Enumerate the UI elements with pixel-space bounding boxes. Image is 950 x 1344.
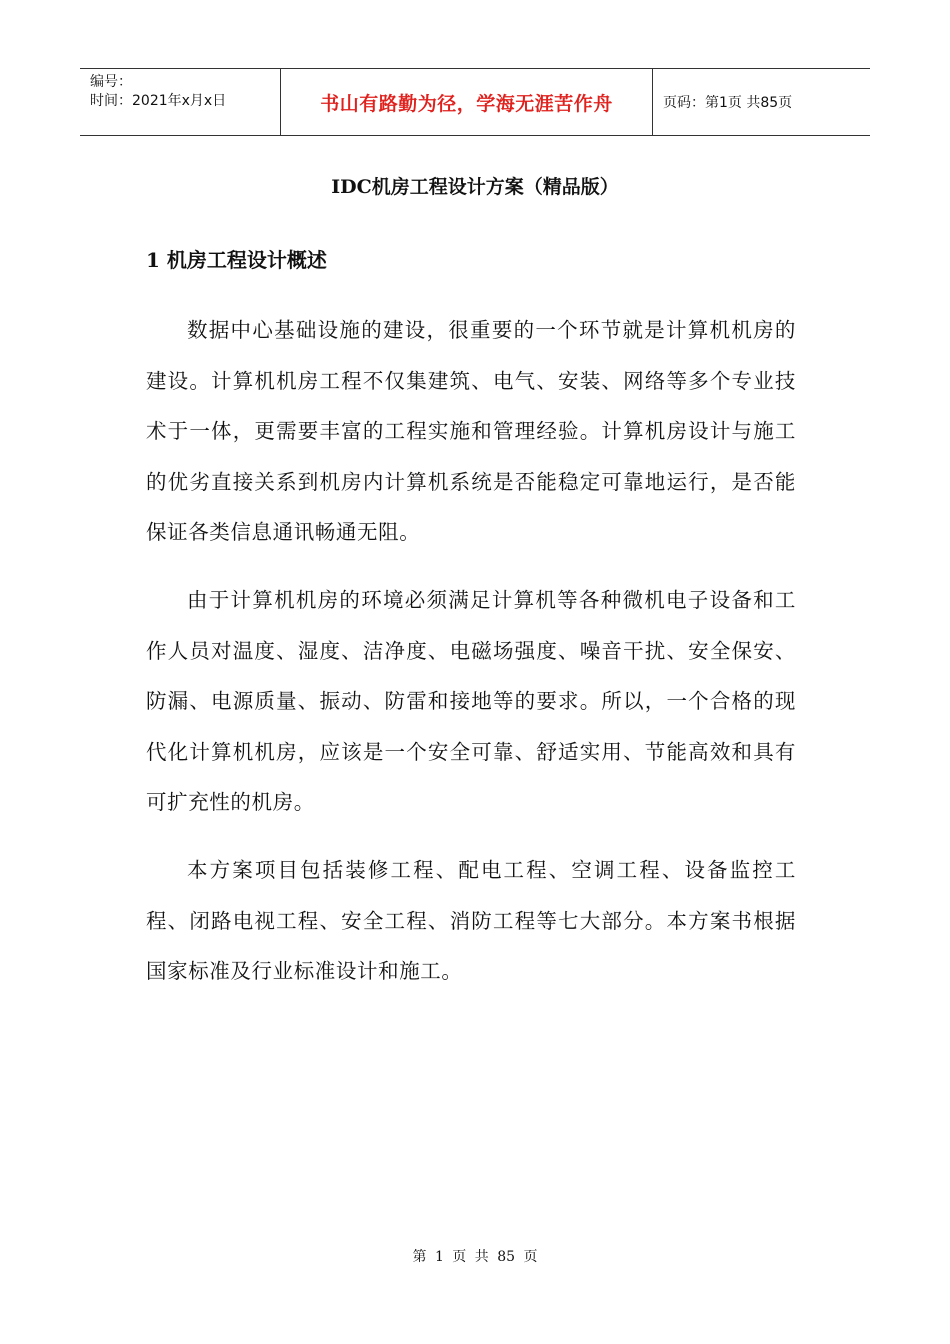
number-label: 编号： bbox=[90, 74, 132, 90]
header-meta bbox=[80, 69, 281, 135]
section-heading: 1 机房工程设计概述 bbox=[146, 248, 327, 272]
paragraph: 数据中心基础设施的建设，很重要的一个环节就是计算机机房的建设。计算机机房工程不仅集建筑、电气、安装、网络等多个专业技术于一体，更需要丰富的工程实施和管理经验。计算机房设计与施工的优劣直接关系到机房内计算机系统是否能稳定可靠地运行，是否能保证各类信息通讯畅通无阻。 bbox=[146, 318, 796, 544]
paragraph: 本方案项目包括装修工程、配电工程、空调工程、设备监控工程、闭路电视工程、安全工程、消防工程等七大部分。本方案书根据国家标准及行业标准设计和施工。 bbox=[146, 858, 796, 983]
header-motto: 书山有路勤为径，学海无涯苦作舟 bbox=[281, 69, 653, 135]
paragraph: 由于计算机机房的环境必须满足计算机等各种微机电子设备和工作人员对温度、湿度、洁净度、电磁场强度、噪音干扰、安全保安、防漏、电源质量、振动、防雷和接地等的要求。所以，一个合格的现代化计算机机房，应该是一个安全可靠、舒适实用、节能高效和具有可扩充性的机房。 bbox=[146, 588, 796, 814]
date-label: 时间：2021年x月x日 bbox=[90, 93, 227, 109]
page-header bbox=[80, 68, 870, 136]
header-page-info: 页码：第1页 共85页 bbox=[663, 95, 793, 111]
page-footer: 第 1 页 共 85 页 bbox=[412, 1249, 538, 1265]
document-title: IDC机房工程设计方案（精品版） bbox=[331, 176, 619, 198]
